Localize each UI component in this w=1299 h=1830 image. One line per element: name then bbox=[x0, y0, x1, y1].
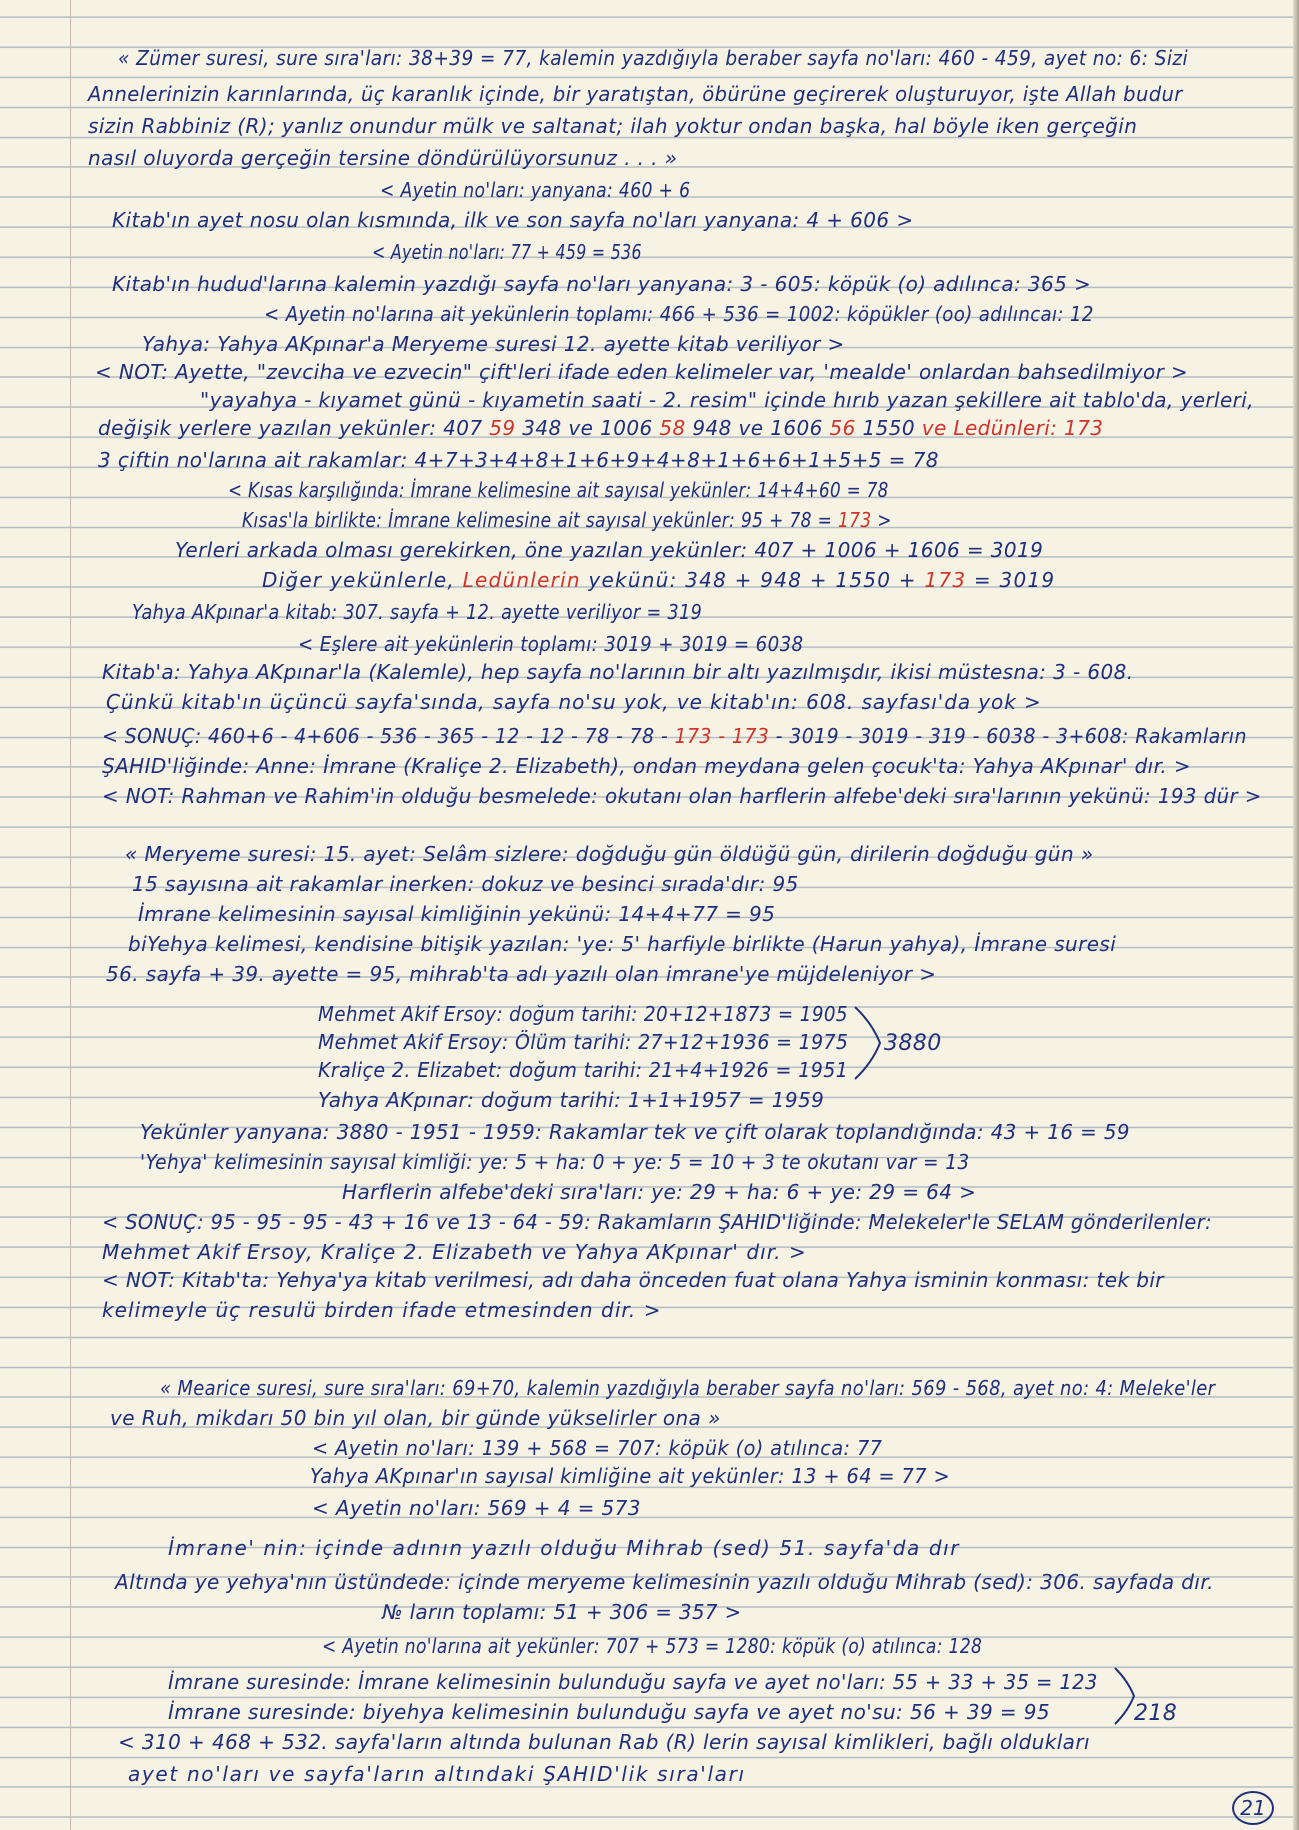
red-ink-text: 56 bbox=[829, 416, 856, 440]
line-text: 15 sayısına ait rakamlar inerken: dokuz ve besinci sırada'dır: 95 bbox=[132, 872, 799, 896]
text-line bbox=[95, 358, 1188, 386]
line-text: < SONUÇ: 95 - 95 - 95 - 43 + 16 ve 13 - 64 - 59: Rakamların ŞAHID'liğinde: Melekeler'le SELAM gönderilenler: bbox=[102, 1210, 1213, 1234]
text-line bbox=[102, 782, 1262, 810]
line-text: sizin Rabbiniz (R); yanlız onundur mülk ve saltanat; ilah yoktur ondan başka, hal böyle iken gerçeğin bbox=[88, 114, 1138, 138]
line-text: < NOT: Kitab'ta: Yehya'ya kitab verilmesi, adı daha önceden fuat olana Yahya isminin konması: tek bir bbox=[102, 1268, 1164, 1292]
line-text: Kitab'ın hudud'larına kalemin yazdığı sayfa no'ları yanyana: 3 - 605: köpük (o) adılınca: 365 > bbox=[112, 272, 1092, 296]
line-text: Harflerin alfebe'deki sıra'ları: ye: 29 + ha: 6 + ye: 29 = 64 > bbox=[342, 1180, 977, 1204]
line-text: Mehmet Akif Ersoy: doğum tarihi: 20+12+1873 = 1905 bbox=[318, 1002, 848, 1026]
red-ink-text: ve Ledünleri: 173 bbox=[921, 416, 1104, 440]
line-text: 56. sayfa + 39. ayette = 95, mihrab'ta adı yazılı olan imrane'ye müjdeleniyor > bbox=[106, 962, 937, 986]
text-line bbox=[168, 1698, 1050, 1726]
line-text: nasıl oluyorda gerçeğin tersine döndürülüyorsunuz . . . » bbox=[88, 146, 678, 170]
line-text: Kısas'la birlikte: İmrane kelimesine ait sayısal yekünler: 95 + 78 = bbox=[242, 508, 838, 532]
text-line bbox=[118, 44, 1188, 72]
text-line bbox=[98, 446, 939, 474]
text-line bbox=[318, 1000, 848, 1028]
line-text: Altında ye yehya'nın üstündede: içinde meryeme kelimesinin yazılı olduğu Mihrab (sed): 306. sayfada dır. bbox=[115, 1570, 1214, 1594]
line-text: « Zümer suresi, sure sıra'ları: 38+39 = 77, kalemin yazdığıyla beraber sayfa no'ları: 460 - 459, ayet no: 6: Sizi bbox=[118, 46, 1189, 70]
text-line bbox=[98, 414, 1103, 442]
line-text: İmrane kelimesinin sayısal kimliğinin yekünü: 14+4+77 = 95 bbox=[138, 902, 776, 926]
text-line bbox=[102, 1266, 1164, 1294]
line-text: < Ayetin no'ları: 139 + 568 = 707: köpük (o) atılınca: 77 bbox=[312, 1436, 883, 1460]
line-text: Kitab'a: Yahya AKpınar'la (Kalemle), hep sayfa no'larının bir altı yazılmışdır, ikisi müstesna: 3 - 608. bbox=[102, 660, 1134, 684]
text-line bbox=[168, 1534, 960, 1562]
red-ink-text: Ledünlerin bbox=[462, 568, 581, 592]
line-text: 3 çiftin no'larına ait rakamlar: 4+7+3+4+8+1+6+9+4+8+1+6+6+1+5+5 = 78 bbox=[98, 448, 939, 472]
line-text: ve Ruh, mikdarı 50 bin yıl olan, bir günde yükselirler ona » bbox=[110, 1406, 721, 1430]
line-text: - 3019 - 3019 - 319 - 6038 - 3+608: Rakamların bbox=[769, 724, 1247, 748]
line-text: > bbox=[871, 508, 892, 532]
line-text: « Mearice suresi, sure sıra'ları: 69+70, kalemin yazdığıyla beraber sayfa no'ları: 569 - 568, ayet no: 4: Meleke'ler bbox=[160, 1376, 1216, 1400]
text-line bbox=[128, 1760, 746, 1788]
text-line bbox=[102, 722, 1247, 750]
line-text: değişik yerlere yazılan yekünler: 407 bbox=[98, 416, 490, 440]
text-line bbox=[262, 566, 1055, 594]
line-text: İmrane suresinde: İmrane kelimesinin bulunduğu sayfa ve ayet no'ları: 55 + 33 + 35 = 123 bbox=[168, 1670, 1098, 1694]
line-text: ayet no'ları ve sayfa'ların altındaki ŞAHID'lik sıra'ları bbox=[128, 1762, 746, 1786]
text-line bbox=[88, 144, 677, 172]
line-text: 1550 bbox=[855, 416, 922, 440]
line-text: < 310 + 468 + 532. sayfa'ların altında bulunan Rab (R) lerin sayısal kimlikleri, bağlı oldukları bbox=[118, 1730, 1090, 1754]
text-line bbox=[175, 536, 1043, 564]
text-line bbox=[110, 1404, 721, 1432]
line-text: Yahya AKpınar: doğum tarihi: 1+1+1957 = 1959 bbox=[318, 1088, 825, 1112]
text-line bbox=[200, 386, 1254, 414]
line-text: yekünü: 348 + 948 + 1550 + bbox=[580, 568, 925, 592]
text-line bbox=[118, 1728, 1090, 1756]
line-text: Diğer yekünlerle, bbox=[262, 568, 463, 592]
line-text: < Kısas karşılığında: İmrane kelimesine ait sayısal yekünler: 14+4+60 = 78 bbox=[228, 478, 889, 502]
line-text: biYehya kelimesi, kendisine bitişik yazılan: 'ye: 5' harfiyle birlikte (Harun yahya), İmrane suresi bbox=[128, 932, 1117, 956]
text-line bbox=[112, 206, 913, 234]
line-text: Yekünler yanyana: 3880 - 1951 - 1959: Rakamlar tek ve çift olarak toplandığında: 43 + 16 = 59 bbox=[140, 1120, 1130, 1144]
text-line bbox=[125, 840, 1094, 868]
line-text: İmrane' nin: içinde adının yazılı olduğu Mihrab (sed) 51. sayfa'da dır bbox=[168, 1536, 961, 1560]
text-line bbox=[322, 1632, 982, 1660]
line-text: Kitab'ın ayet nosu olan kısmında, ilk ve son sayfa no'ları yanyana: 4 + 606 > bbox=[112, 208, 914, 232]
line-text: Mehmet Akif Ersoy: Ölüm tarihi: 27+12+1936 = 1975 bbox=[318, 1030, 849, 1054]
text-line bbox=[132, 598, 702, 626]
text-line bbox=[160, 1374, 1215, 1402]
text-line bbox=[298, 630, 803, 658]
line-text: Çünkü kitab'ın üçüncü sayfa'sında, sayfa no'su yok, ve kitab'ın: 608. sayfası'da yok > bbox=[106, 690, 1042, 714]
line-text: < Ayetin no'ları: 569 + 4 = 573 bbox=[312, 1496, 641, 1520]
line-text: < NOT: Ayette, "zevciha ve ezvecin" çift'leri ifade eden kelimeler var, 'mealde' onlardan bahsedilmiyor > bbox=[95, 360, 1189, 384]
page-number: 21 bbox=[1232, 1791, 1274, 1825]
text-line bbox=[382, 1598, 742, 1626]
text-line bbox=[88, 112, 1137, 140]
text-line bbox=[142, 330, 845, 358]
text-line bbox=[102, 1208, 1212, 1236]
line-text: ŞAHID'liğinde: Anne: İmrane (Kraliçe 2. Elizabeth), ondan meydana gelen çocuk'ta: Yahya AKpınar' dır. > bbox=[102, 754, 1192, 778]
red-ink-text: 173 - 173 bbox=[674, 724, 770, 748]
line-text: = 3019 bbox=[966, 568, 1056, 592]
line-text: < Ayetin no'ları: yanyana: 460 + 6 bbox=[380, 178, 691, 202]
text-line bbox=[310, 1462, 950, 1490]
line-text: kelimeyle üç resulü birden ifade etmesinden dir. > bbox=[102, 1298, 662, 1322]
line-text: 'Yehya' kelimesinin sayısal kimliği: ye: 5 + ha: 0 + ye: 5 = 10 + 3 te okutanı var = 13 bbox=[140, 1150, 970, 1174]
line-text: < Ayetin no'larına ait yekünler: 707 + 573 = 1280: köpük (o) atılınca: 128 bbox=[322, 1634, 983, 1658]
text-line bbox=[140, 1118, 1130, 1146]
text-line bbox=[380, 176, 690, 204]
text-line bbox=[372, 238, 642, 266]
text-line bbox=[168, 1668, 1098, 1696]
red-ink-text: 59 bbox=[489, 416, 516, 440]
line-text: № ların toplamı: 51 + 306 = 357 > bbox=[382, 1600, 742, 1624]
red-ink-text: 58 bbox=[659, 416, 686, 440]
line-text: Yahya AKpınar'ın sayısal kimliğine ait yekünler: 13 + 64 = 77 > bbox=[310, 1464, 951, 1488]
text-line bbox=[88, 80, 1183, 108]
line-text: < Eşlere ait yekünlerin toplamı: 3019 + 3019 = 6038 bbox=[298, 632, 804, 656]
brace-total-218: 218 bbox=[1134, 1701, 1178, 1726]
text-line bbox=[102, 752, 1191, 780]
line-text: « Meryeme suresi: 15. ayet: Selâm sizlere: doğduğu gün öldüğü gün, dirilerin doğduğu gün » bbox=[125, 842, 1094, 866]
text-line bbox=[106, 688, 1042, 716]
red-ink-text: 173 bbox=[837, 508, 872, 532]
red-ink-text: 173 bbox=[924, 568, 967, 592]
text-line bbox=[102, 1296, 662, 1324]
text-line bbox=[242, 506, 892, 534]
text-line bbox=[312, 1494, 641, 1522]
brace-total-3880: 3880 bbox=[884, 1031, 942, 1056]
line-text: Yahya: Yahya AKpınar'a Meryeme suresi 12. ayette kitab veriliyor > bbox=[142, 332, 845, 356]
text-line bbox=[102, 1238, 807, 1266]
text-line bbox=[228, 476, 889, 504]
text-line bbox=[318, 1056, 848, 1084]
line-text: 348 ve 1006 bbox=[515, 416, 660, 440]
text-line bbox=[264, 300, 1094, 328]
text-line bbox=[140, 1148, 970, 1176]
text-line bbox=[106, 960, 936, 988]
line-text: < Ayetin no'larına ait yekünlerin toplamı: 466 + 536 = 1002: köpükler (oo) adılıncaı: 12 bbox=[264, 302, 1094, 326]
line-text: Yerleri arkada olması gerekirken, öne yazılan yekünler: 407 + 1006 + 1606 = 3019 bbox=[175, 538, 1044, 562]
line-text: 948 ve 1606 bbox=[685, 416, 830, 440]
line-text: Yahya AKpınar'a kitab: 307. sayfa + 12. ayette veriliyor = 319 bbox=[132, 600, 703, 624]
text-line bbox=[112, 270, 1091, 298]
line-text: Kraliçe 2. Elizabet: doğum tarihi: 21+4+1926 = 1951 bbox=[318, 1058, 849, 1082]
page-edge bbox=[1293, 0, 1299, 1830]
text-line bbox=[102, 658, 1134, 686]
text-line bbox=[132, 870, 799, 898]
line-text: < NOT: Rahman ve Rahim'in olduğu besmelede: okutanı olan harflerin alfebe'deki sıra'larının yekünü: 193 dür > bbox=[102, 784, 1262, 808]
line-text: Annelerinizin karınlarında, üç karanlık içinde, bir yaratıştan, öbürüne geçirerek oluşturuyor, işte Allah budur bbox=[88, 82, 1183, 106]
line-text: İmrane suresinde: biyehya kelimesinin bulunduğu sayfa ve ayet no'su: 56 + 39 = 95 bbox=[168, 1700, 1051, 1724]
text-line bbox=[138, 900, 775, 928]
text-line bbox=[342, 1178, 976, 1206]
line-text: "yayahya - kıyamet günü - kıyametin saati - 2. resim" içinde hırıb yazan şekillere ait tablo'da, yerleri, bbox=[200, 388, 1255, 412]
line-text: < SONUÇ: 460+6 - 4+606 - 536 - 365 - 12 - 12 - 78 - 78 - bbox=[102, 724, 675, 748]
text-line bbox=[318, 1028, 848, 1056]
text-line bbox=[312, 1434, 882, 1462]
text-line bbox=[128, 930, 1116, 958]
line-text: < Ayetin no'ları: 77 + 459 = 536 bbox=[372, 240, 642, 264]
text-line bbox=[115, 1568, 1214, 1596]
line-text: Mehmet Akif Ersoy, Kraliçe 2. Elizabeth ve Yahya AKpınar' dır. > bbox=[102, 1240, 807, 1264]
text-line bbox=[318, 1086, 824, 1114]
brace-right-dates bbox=[852, 1003, 888, 1083]
margin-line bbox=[70, 0, 71, 1830]
